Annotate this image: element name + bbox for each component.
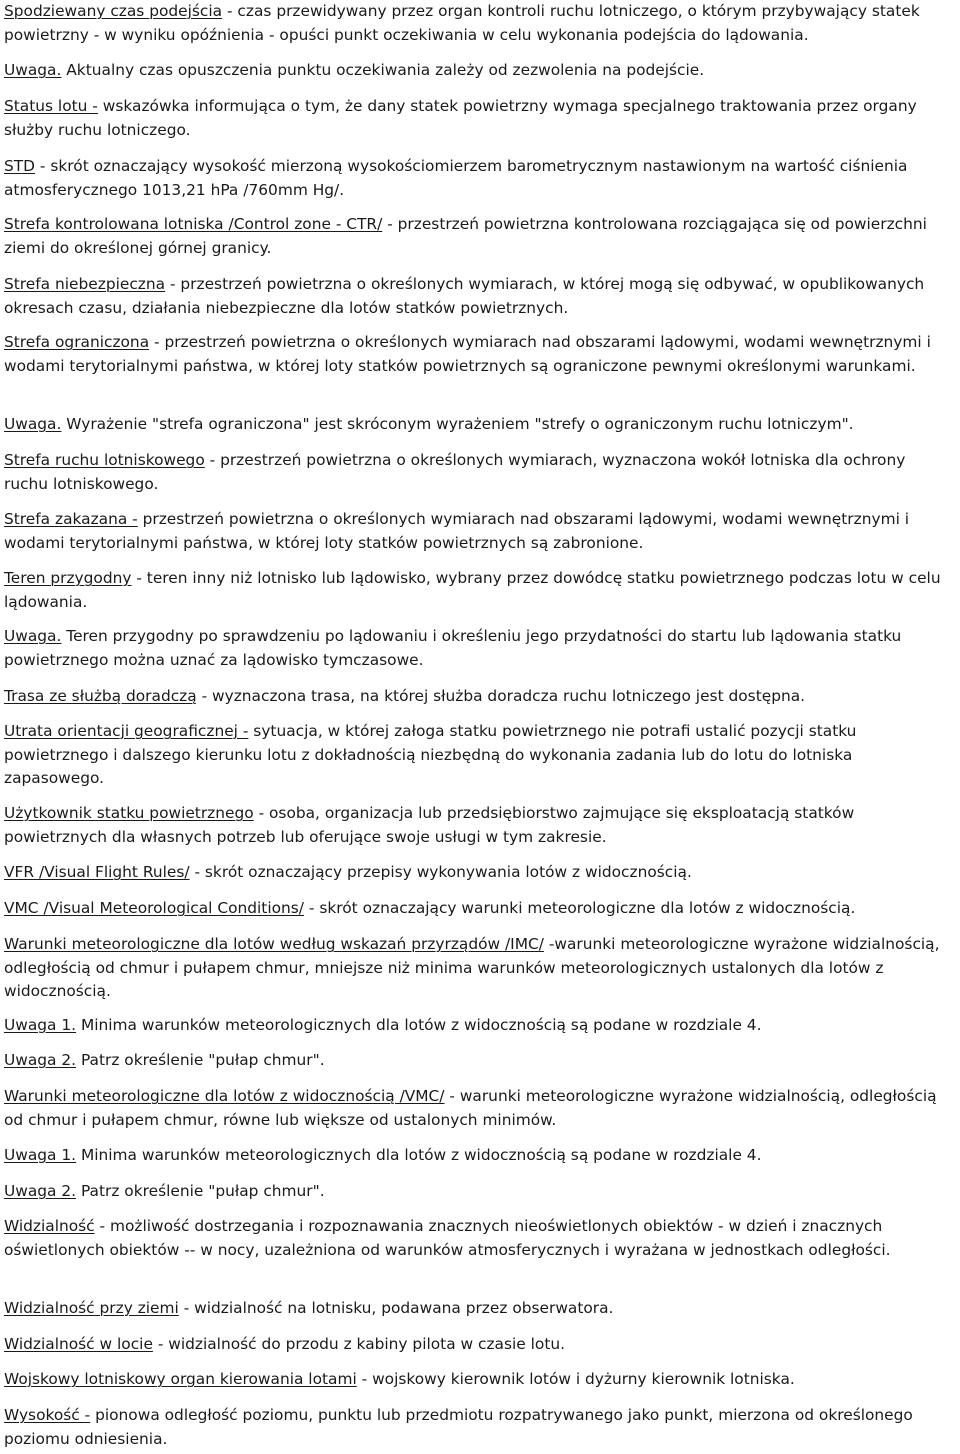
definition-text: - warunki meteorologiczne wyrażone widzialnością, odległością od chmur i pułapem chmur, równe lub większe od ustalonych minimów. (4, 1087, 937, 1129)
definition-term: Widzialność w locie (4, 1335, 153, 1353)
definition-text: - skrót oznaczający przepisy wykonywania lotów z widocznością. (189, 863, 692, 881)
definition-entry (4, 720, 949, 791)
definition-entry (4, 1333, 949, 1357)
definition-term: Widzialność przy ziemi (4, 1299, 179, 1317)
note-text: Teren przygodny po sprawdzeniu po lądowaniu i określeniu jego przydatności do startu lub lądowania statku powietrznego można uznać za lądowisko tymczasowe. (4, 627, 902, 669)
definition-entry (4, 155, 949, 202)
note-term: Uwaga. (4, 415, 62, 433)
definition-text: sytuacja, w której załoga statku powietrznego nie potrafi ustalić pozycji statku powietrznego i dalszego kierunku lotu z dokładnością niezbędną do wykonania zadania lub do lotu do lotniska zapasowego. (4, 722, 857, 787)
definition-entry (4, 861, 949, 885)
definition-entry (4, 95, 949, 142)
definition-term: Strefa kontrolowana lotniska /Control zone - CTR/ (4, 215, 383, 233)
note-term: Uwaga. (4, 61, 62, 79)
definition-text: wskazówka informująca o tym, że dany statek powietrzny wymaga specjalnego traktowania przez organy służby ruchu lotniczego. (4, 97, 917, 139)
definition-text: - osoba, organizacja lub przedsiębiorstwo zajmujące się eksploatacją statków powietrznych dla własnych potrzeb lub oferujące swoje usługi w tym zakresie. (4, 804, 855, 846)
definition-text: - przestrzeń powietrzna o określonych wymiarach nad obszarami lądowymi, wodami wewnętrznymi i wodami terytorialnymi państwa, w której loty statków powietrznych są ograniczone pewnymi określonymi warunkami. (4, 333, 931, 375)
definition-term: Teren przygodny (4, 569, 132, 587)
definition-term: Wojskowy lotniskowy organ kierowania lotami (4, 1370, 357, 1388)
definition-entry (4, 331, 949, 378)
definition-text: -warunki meteorologiczne wyrażone widzialnością, odległością od chmur i pułapem chmur, mniejsze niż minima warunków meteorologicznych ustalonych dla lotów z widocznością. (4, 935, 940, 1000)
definition-entry (4, 802, 949, 849)
definition-term: Status lotu - (4, 97, 98, 115)
note-text: Patrz określenie "pułap chmur". (76, 1182, 325, 1200)
definition-term: Warunki meteorologiczne dla lotów według wskazań przyrządów /IMC/ (4, 935, 544, 953)
definition-text: - możliwość dostrzegania i rozpoznawania znacznych nieoświetlonych obiektów - w dzień i znacznych oświetlonych obiektów -- w nocy, uzależniona od warunków atmosferycznych i wyrażana w jednostkach odległości. (4, 1217, 891, 1259)
definition-entry (4, 567, 949, 614)
definition-text: - wojskowy kierownik lotów i dyżurny kierownik lotniska. (356, 1370, 795, 1388)
definition-term: Widzialność (4, 1217, 95, 1235)
definition-term: Wysokość - (4, 1406, 91, 1424)
definition-term: Warunki meteorologiczne dla lotów z widocznością /VMC/ (4, 1087, 445, 1105)
note-term: Uwaga 1. (4, 1146, 77, 1164)
definition-entry (4, 1368, 949, 1392)
definition-text: - przestrzeń powietrzna kontrolowana rozciągająca się od powierzchni ziemi do określonej górnej granicy. (4, 215, 927, 257)
note-text: Patrz określenie "pułap chmur". (76, 1051, 325, 1069)
definition-term: VFR /Visual Flight Rules/ (4, 863, 190, 881)
definition-term: Użytkownik statku powietrznego (4, 804, 254, 822)
definition-text: - teren inny niż lotnisko lub lądowisko, wybrany przez dowódcę statku powietrznego podczas lotu w celu lądowania. (4, 569, 941, 611)
definition-entry (4, 213, 949, 260)
definition-entry (4, 897, 949, 921)
definition-term: VMC /Visual Meteorological Conditions/ (4, 899, 304, 917)
definition-text: - przestrzeń powietrzna o określonych wymiarach, w której mogą się odbywać, w opublikowanych okresach czasu, działania niebezpieczne dla lotów statków powietrznych. (4, 275, 925, 317)
definition-term: Utrata orientacji geograficznej - (4, 722, 249, 740)
definition-entry (4, 1215, 960, 1262)
definition-text: przestrzeń powietrzna o określonych wymiarach nad obszarami lądowymi, wodami wewnętrznymi i wodami terytorialnymi państwa, w której loty statków powietrznych są zabronione. (4, 510, 910, 552)
definition-entry (4, 685, 949, 709)
definition-term: STD (4, 157, 36, 175)
note-term: Uwaga. (4, 627, 62, 645)
definition-term: Strefa ruchu lotniskowego (4, 451, 205, 469)
definition-entry (4, 1404, 949, 1451)
note-term: Uwaga 2. (4, 1182, 77, 1200)
definition-term: Strefa niebezpieczna (4, 275, 166, 293)
definition-text: - skrót oznaczający warunki meteorologiczne dla lotów z widocznością. (304, 899, 856, 917)
definition-entry (4, 1297, 949, 1321)
note-entry (4, 1180, 949, 1204)
definition-text: - widzialność do przodu z kabiny pilota w czasie lotu. (152, 1335, 566, 1353)
note-term: Uwaga 1. (4, 1016, 77, 1034)
definition-term: Strefa zakazana - (4, 510, 138, 528)
note-text: Minima warunków meteorologicznych dla lotów z widocznością są podane w rozdziale 4. (76, 1146, 762, 1164)
definition-entry (4, 0, 949, 47)
definition-text: - przestrzeń powietrzna o określonych wymiarach, wyznaczona wokół lotniska dla ochrony ruchu lotniskowego. (4, 451, 906, 493)
note-entry (4, 625, 949, 672)
definition-term: Trasa ze służbą doradczą (4, 687, 197, 705)
note-entry (4, 1144, 949, 1168)
note-text: Wyrażenie "strefa ograniczona" jest skróconym wyrażeniem "strefy o ograniczonym ruchu lotniczym". (61, 415, 854, 433)
definition-text: - czas przewidywany przez organ kontroli ruchu lotniczego, o którym przybywający statek powietrzny - w wyniku opóźnienia - opuści punkt oczekiwania w celu wykonania podejścia do lądowania. (4, 2, 920, 44)
definition-text: - wyznaczona trasa, na której służba doradcza ruchu lotniczego jest dostępna. (196, 687, 806, 705)
note-text: Minima warunków meteorologicznych dla lotów z widocznością są podane w rozdziale 4. (76, 1016, 762, 1034)
note-entry (4, 59, 949, 83)
definition-entry (4, 273, 949, 320)
definition-text: - widzialność na lotnisku, podawana przez obserwatora. (178, 1299, 614, 1317)
definition-entry (4, 1085, 949, 1132)
note-entry (4, 1049, 949, 1073)
definition-entry (4, 508, 949, 555)
note-text: Aktualny czas opuszczenia punktu oczekiwania zależy od zezwolenia na podejście. (61, 61, 705, 79)
note-entry (4, 1014, 949, 1038)
note-entry (4, 413, 949, 437)
definition-term: Strefa ograniczona (4, 333, 150, 351)
note-term: Uwaga 2. (4, 1051, 77, 1069)
definition-entry (4, 933, 949, 1004)
definition-entry (4, 449, 949, 496)
definition-term: Spodziewany czas podejścia (4, 2, 223, 20)
definition-text: pionowa odległość poziomu, punktu lub przedmiotu rozpatrywanego jako punkt, mierzona od określonego poziomu odniesienia. (4, 1406, 913, 1448)
definition-text: - skrót oznaczający wysokość mierzoną wysokościomierzem barometrycznym nastawionym na wartość ciśnienia atmosferycznego 1013,21 hPa /760mm Hg/. (4, 157, 908, 199)
